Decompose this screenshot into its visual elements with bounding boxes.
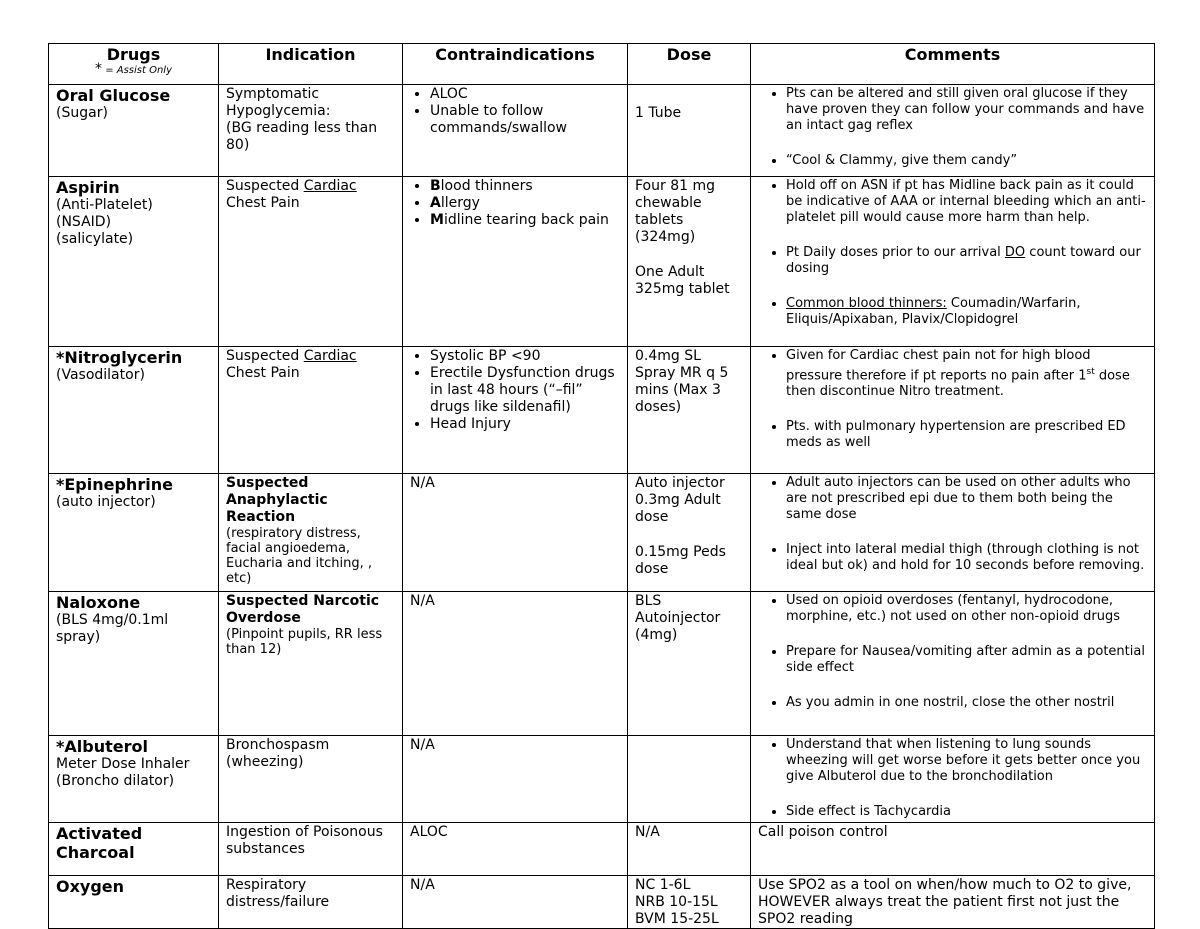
contraindication-item	[430, 178, 620, 195]
contraindications-cell	[403, 347, 628, 474]
comment-item	[786, 245, 1147, 277]
dose-cell	[628, 474, 751, 592]
drug-class: (Vasodilator)	[56, 367, 145, 383]
dose-line: Auto injector 0.3mg Adult dose	[635, 475, 725, 525]
indication-line: Suspected	[226, 475, 309, 491]
drug-class: (Sugar)	[56, 105, 108, 121]
dose-line: N/A	[635, 824, 660, 840]
drug-row-epinephrine	[49, 474, 1155, 592]
drug-reference-table	[48, 43, 1155, 929]
contraindications-cell: N/A	[403, 592, 628, 736]
comment-item: • Inject into lateral medial thigh (through clothing is not ideal but ok) and hold for 10 seconds before removing.	[786, 542, 1147, 574]
drug-cell	[49, 85, 219, 177]
drug-name: Oral Glucose	[56, 86, 171, 105]
drug-cell	[49, 177, 219, 347]
header-indication: Indication	[219, 44, 403, 85]
header-contraindications: Contraindications	[403, 44, 628, 85]
indication-line: Overdose	[226, 610, 301, 626]
comment-text: Given for Cardiac chest pain not for high blood pressure therefore if pt reports no pain after 1	[786, 348, 1091, 384]
dose-cell	[628, 736, 751, 823]
contraindication-item: • ALOC	[430, 86, 620, 103]
comments-cell	[751, 85, 1155, 177]
contraindications-cell: N/A	[403, 736, 628, 823]
contraindications-cell: ALOC	[403, 823, 628, 876]
comments-cell	[751, 823, 1155, 876]
indication-line: (BG reading less than 80)	[226, 120, 378, 153]
comment-item: • Prepare for Nausea/vomiting after admin as a potential side effect	[786, 644, 1147, 676]
header-drugs	[49, 44, 219, 85]
drug-row-activated-charcoal	[49, 823, 1155, 876]
indication-cell	[219, 474, 403, 592]
header-row	[49, 44, 1155, 85]
ordinal-suffix: st	[1086, 367, 1095, 377]
drug-name: Naloxone	[56, 593, 141, 612]
indication-line: Chest Pain	[226, 365, 300, 381]
drug-name: *Albuterol	[56, 737, 148, 756]
assist-star: *	[95, 61, 102, 77]
indication-cell	[219, 876, 403, 929]
indication-line: Anaphylactic	[226, 492, 328, 508]
comments-cell	[751, 347, 1155, 474]
drug-row-oxygen	[49, 876, 1155, 929]
mnemonic-letter: B	[430, 178, 441, 194]
contraindication-item: • Systolic BP <90	[430, 348, 620, 365]
drug-row-naloxone	[49, 592, 1155, 736]
mnemonic-letter: M	[430, 212, 444, 228]
drug-class: (salicylate)	[56, 231, 134, 247]
comment-text: Coumadin/Warfarin, Eliquis/Apixaban, Plavix/Clopidogrel	[786, 296, 1081, 327]
dose-cell	[628, 592, 751, 736]
header-drugs-label: Drugs	[106, 45, 161, 64]
indication-cell	[219, 823, 403, 876]
drug-row-oral-glucose	[49, 85, 1155, 177]
contraindication-item: • Unable to follow commands/swallow	[430, 103, 620, 137]
indication-line: Bronchospasm	[226, 737, 330, 753]
indication-underlined: Cardiac	[303, 178, 357, 194]
dose-line: 0.4mg SL Spray MR q 5 mins (Max 3 doses)	[635, 348, 729, 415]
comments-cell	[751, 736, 1155, 823]
drug-class: (auto injector)	[56, 494, 156, 510]
comment-item: • As you admin in one nostril, close the other nostril	[786, 695, 1147, 711]
header-dose: Dose	[628, 44, 751, 85]
comment-text: Call poison control	[758, 824, 888, 840]
comment-item: • Side effect is Tachycardia	[786, 804, 1147, 820]
indication-line: Hypoglycemia:	[226, 103, 331, 119]
indication-cell	[219, 592, 403, 736]
dose-line: 0.15mg Peds dose	[635, 544, 726, 577]
drug-class: (Broncho dilator)	[56, 773, 175, 789]
contraindications-cell	[403, 177, 628, 347]
indication-line: Ingestion of Poisonous substances	[226, 824, 383, 857]
contraindication-text: lood thinners	[440, 178, 533, 194]
indication-line: Symptomatic	[226, 86, 320, 102]
drug-cell	[49, 592, 219, 736]
drug-class: (BLS 4mg/0.1ml spray)	[56, 612, 169, 645]
dose-line: NC 1-6L	[635, 877, 691, 893]
indication-cell	[219, 177, 403, 347]
comment-item: • Used on opioid overdoses (fentanyl, hydrocodone, morphine, etc.) not used on other non-opioid drugs	[786, 593, 1147, 625]
contraindication-item: • Erectile Dysfunction drugs in last 48 hours (“–fil” drugs like sildenafil)	[430, 365, 620, 416]
assist-note-text: = Assist Only	[105, 65, 172, 76]
comment-text: count toward our dosing	[786, 245, 1141, 276]
indication-line: Chest Pain	[226, 195, 300, 211]
indication-cell	[219, 736, 403, 823]
comment-item: • Hold off on ASN if pt has Midline back pain as it could be indicative of AAA or internal bleeding which an anti-platelet pill would cause more harm than help.	[786, 178, 1147, 226]
dose-line: 1 Tube	[635, 105, 682, 121]
assist-only-note	[56, 63, 211, 77]
comment-item: • Pts can be altered and still given oral glucose if they have proven they can follow your commands and have an intact gag reflex	[786, 86, 1147, 134]
drug-name: Activated Charcoal	[56, 824, 143, 862]
dose-line: NRB 10-15L	[635, 894, 718, 910]
comments-cell	[751, 177, 1155, 347]
drug-cell	[49, 347, 219, 474]
comment-item: • “Cool & Clammy, give them candy”	[786, 153, 1147, 169]
indication-detail: (respiratory distress, facial angioedema, Eucharia and itching, , etc)	[226, 526, 373, 586]
dose-cell	[628, 876, 751, 929]
comment-item: • Adult auto injectors can be used on other adults who are not prescribed epi due to them both being the same dose	[786, 475, 1147, 523]
contraindications-cell: N/A	[403, 474, 628, 592]
indication-underlined: Cardiac	[303, 348, 357, 364]
drug-class: (NSAID)	[56, 214, 112, 230]
contraindication-text: idline tearing back pain	[443, 212, 609, 228]
comments-cell	[751, 474, 1155, 592]
drug-cell	[49, 474, 219, 592]
indication-detail: (Pinpoint pupils, RR less than 12)	[226, 627, 383, 657]
dose-line: One Adult 325mg tablet	[635, 264, 730, 297]
indication-text: Suspected	[226, 178, 304, 194]
contraindication-item	[430, 212, 620, 229]
drug-name: Oxygen	[56, 877, 125, 896]
comment-item	[786, 348, 1147, 400]
comment-text: Pt Daily doses prior to our arrival	[786, 245, 1005, 260]
dose-cell	[628, 347, 751, 474]
indication-line: Reaction	[226, 509, 296, 525]
comment-underlined: DO	[1004, 245, 1026, 260]
drug-class: (Anti-Platelet)	[56, 197, 153, 213]
drug-name: Aspirin	[56, 178, 120, 197]
indication-line: (wheezing)	[226, 754, 304, 770]
dose-cell	[628, 177, 751, 347]
comment-item: • Pts. with pulmonary hypertension are prescribed ED meds as well	[786, 419, 1147, 451]
contraindication-item	[430, 195, 620, 212]
comment-text: Use SPO2 as a tool on when/how much to O2 to give, HOWEVER always treat the patient first not just the SPO2 reading	[758, 877, 1132, 927]
comment-text: dose then discontinue Nitro treatment.	[786, 368, 1130, 400]
dose-cell	[628, 823, 751, 876]
mnemonic-letter: A	[430, 195, 441, 211]
indication-cell	[219, 347, 403, 474]
drug-name: *Nitroglycerin	[56, 348, 183, 367]
comment-item: • Understand that when listening to lung sounds wheezing will get worse before it gets better once you give Albuterol due to the bronchodilation	[786, 737, 1147, 785]
comment-underlined: Common blood thinners:	[786, 296, 947, 311]
dose-line: BVM 15-25L	[635, 911, 719, 927]
contraindication-text: llergy	[440, 195, 480, 211]
drug-cell	[49, 876, 219, 929]
contraindication-item: • Head Injury	[430, 416, 620, 433]
indication-line: Suspected Narcotic	[226, 593, 380, 609]
drug-class: Meter Dose Inhaler	[56, 756, 190, 772]
indication-line: Respiratory distress/failure	[226, 877, 330, 910]
drug-cell	[49, 823, 219, 876]
dose-cell	[628, 85, 751, 177]
contraindications-cell	[403, 85, 628, 177]
drug-row-nitroglycerin	[49, 347, 1155, 474]
contraindications-cell: N/A	[403, 876, 628, 929]
drug-cell	[49, 736, 219, 823]
indication-text: Suspected	[226, 348, 304, 364]
indication-cell	[219, 85, 403, 177]
dose-line: Four 81 mg chewable tablets (324mg)	[635, 178, 715, 245]
header-comments: Comments	[751, 44, 1155, 85]
dose-line: BLS Autoinjector (4mg)	[635, 593, 721, 643]
comments-cell	[751, 592, 1155, 736]
comment-item	[786, 296, 1147, 328]
drug-name: *Epinephrine	[56, 475, 173, 494]
drug-row-albuterol	[49, 736, 1155, 823]
drug-row-aspirin	[49, 177, 1155, 347]
comments-cell	[751, 876, 1155, 929]
